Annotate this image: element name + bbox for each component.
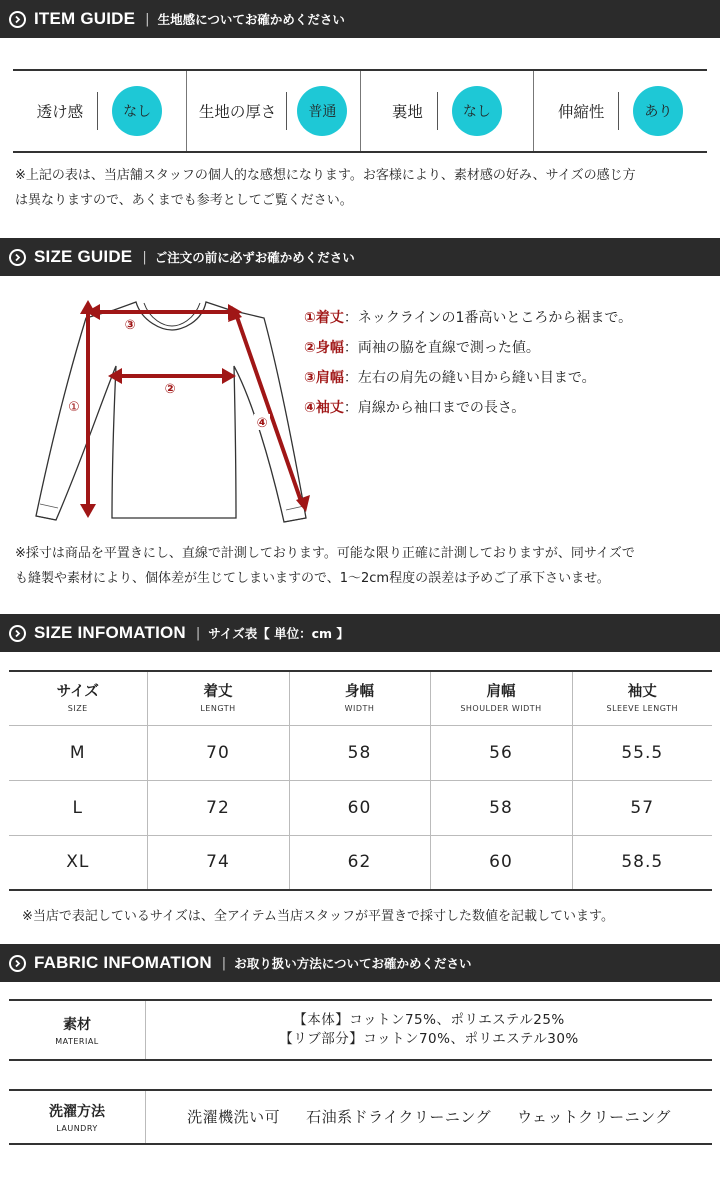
table-row: L 72 60 58 57 <box>9 780 712 835</box>
item-guide-table <box>13 69 707 153</box>
laundry-row <box>9 1089 712 1145</box>
section-subtitle: ご注文の前に必ずお確かめください <box>154 250 355 265</box>
legend-item: ①着丈：ネックラインの1番高いところから裾まで。 <box>304 310 633 326</box>
material-value: 【本体】コットン75%、ポリエステル25% 【リブ部分】コットン70%、ポリエステル30% <box>279 1012 579 1047</box>
legend-item: ④袖丈：肩線から袖口までの長さ。 <box>304 400 526 416</box>
section-subtitle: 生地感についてお確かめください <box>157 12 345 27</box>
chevron-right-icon <box>9 955 26 972</box>
size-table <box>9 670 712 891</box>
header-sleeve: 袖丈 SLEEVE LENGTH <box>572 671 712 725</box>
garment-diagram <box>30 290 320 530</box>
item-guide-header: ITEM GUIDE | 生地感についてお確かめください <box>0 0 720 38</box>
fabric-info-header: FABRIC INFOMATION | お取り扱い方法についてお確かめください <box>0 944 720 982</box>
guide-label: 透け感 <box>36 103 84 121</box>
chevron-right-icon <box>9 249 26 266</box>
guide-badge: 普通 <box>297 86 347 136</box>
laundry-item: 石油系ドライクリーニング <box>306 1107 492 1126</box>
measurement-legend <box>304 303 632 423</box>
section-title: ITEM GUIDE <box>34 9 136 28</box>
size-guide-note: ※採寸は商品を平置きにし、直線で計測しております。可能な限り正確に計測しておりますが、同サイズで も縫製や素材により、個体差が生じてしまいますので、1〜2cm程度の誤差は予めご了承下さいませ。 <box>15 546 635 586</box>
laundry-item: 洗濯機洗い可 <box>187 1107 281 1126</box>
marker-shoulder: ③ <box>124 318 136 333</box>
marker-length: ① <box>68 400 80 415</box>
header-shoulder: 肩幅 SHOULDER WIDTH <box>430 671 572 725</box>
table-row: XL 74 62 60 58.5 <box>9 835 712 890</box>
legend-item: ③肩幅：左右の肩先の縫い目から縫い目まで。 <box>304 370 596 386</box>
table-row: M 70 58 56 55.5 <box>9 725 712 780</box>
guide-label: 生地の厚さ <box>198 103 277 121</box>
size-guide-header: SIZE GUIDE | ご注文の前に必ずお確かめください <box>0 238 720 276</box>
laundry-value <box>146 1091 712 1143</box>
guide-label: 伸縮性 <box>557 103 605 121</box>
item-guide-note: ※上記の表は、当店舗スタッフの個人的な感想になります。お客様により、素材感の好み、サイズの感じ方 は異なりますので、あくまでも参考としてご覧ください。 <box>15 168 636 208</box>
guide-badge: あり <box>633 86 683 136</box>
legend-item: ②身幅：両袖の脇を直線で測った値。 <box>304 340 540 356</box>
laundry-item: ウェットクリーニング <box>517 1107 671 1126</box>
section-title: SIZE GUIDE <box>34 247 133 266</box>
guide-label: 裏地 <box>391 103 423 121</box>
header-length: 着丈 LENGTH <box>147 671 289 725</box>
material-row <box>9 999 712 1061</box>
chevron-right-icon <box>9 11 26 28</box>
guide-cell-lining <box>360 71 534 151</box>
material-label: 素材 MATERIAL <box>9 1001 146 1059</box>
section-title: SIZE INFOMATION <box>34 623 186 642</box>
header-width: 身幅 WIDTH <box>289 671 430 725</box>
guide-badge: なし <box>112 86 162 136</box>
section-title: FABRIC INFOMATION <box>34 953 212 972</box>
header-size: サイズ SIZE <box>9 671 147 725</box>
guide-cell-stretch <box>533 71 707 151</box>
section-subtitle: お取り扱い方法についてお確かめください <box>234 956 472 971</box>
size-info-header: SIZE INFOMATION | サイズ表【 単位：cm 】 <box>0 614 720 652</box>
marker-sleeve: ④ <box>256 416 268 431</box>
chevron-right-icon <box>9 625 26 642</box>
guide-badge: なし <box>452 86 502 136</box>
table-header-row <box>9 671 712 725</box>
size-table-note: ※当店で表記しているサイズは、全アイテム当店スタッフが平置きで採寸した数値を記載しています。 <box>22 909 614 924</box>
marker-width: ② <box>164 382 176 397</box>
section-subtitle: サイズ表【 単位：cm 】 <box>208 626 349 641</box>
guide-cell-thickness <box>186 71 360 151</box>
laundry-label: 洗濯方法 LAUNDRY <box>9 1091 146 1143</box>
guide-cell-transparency <box>13 71 186 151</box>
